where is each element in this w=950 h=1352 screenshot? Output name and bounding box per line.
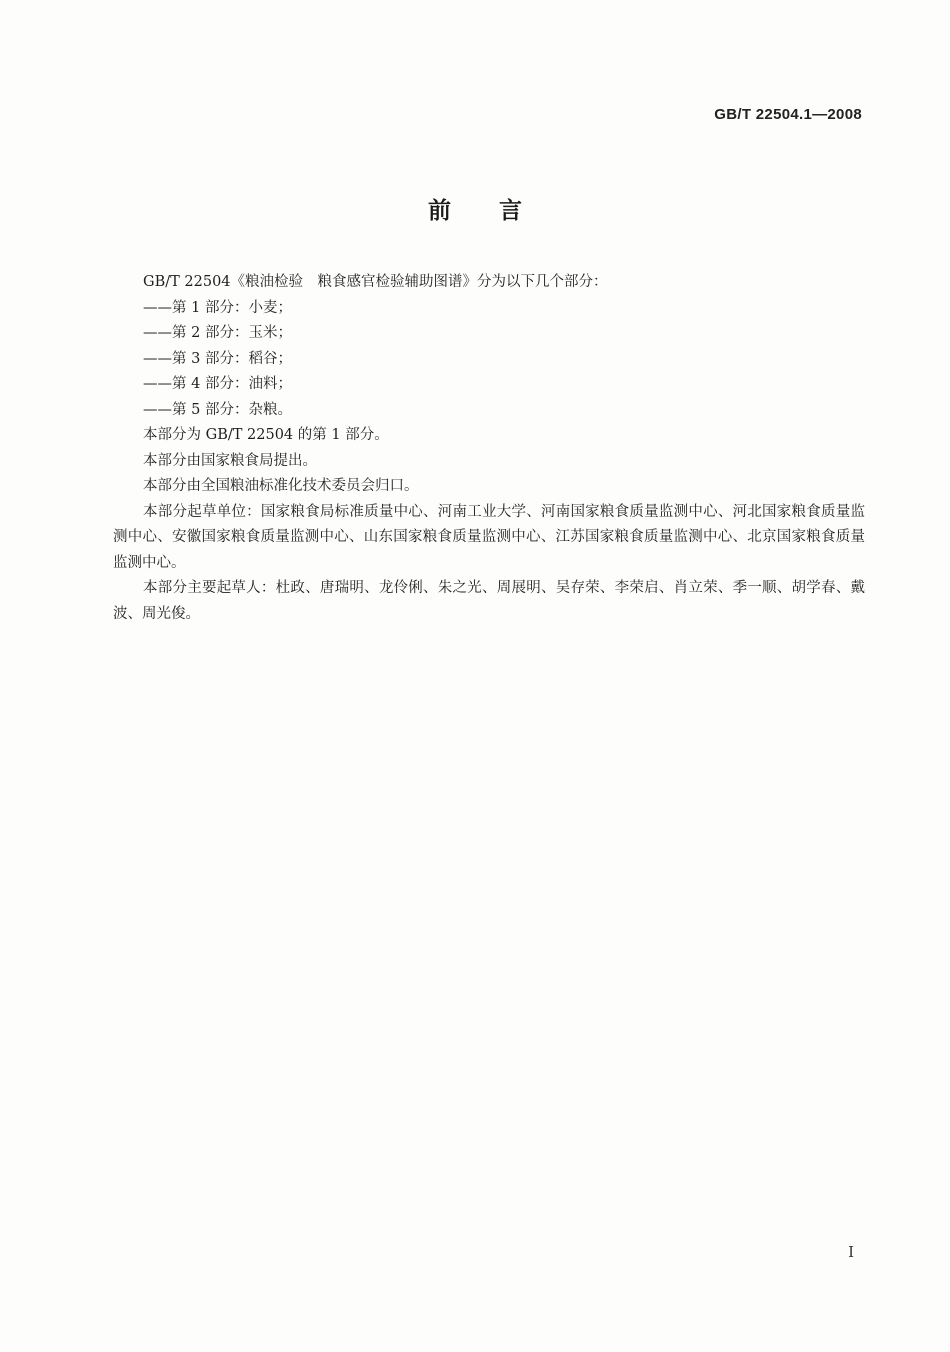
list-item-part-4: ——第 4 部分：油料； bbox=[143, 376, 292, 392]
paragraph-drafting-units: 本部分起草单位：国家粮食局标准质量中心、河南工业大学、河南国家粮食质量监测中心、河北国家粮食质量监测中心、安徽国家粮食质量监测中心、山东国家粮食质量监测中心、江苏国家粮食质量监测中心、北京国家粮食质量监测中心。 bbox=[113, 503, 865, 571]
list-item-part-5: ——第 5 部分：杂粮。 bbox=[143, 401, 292, 418]
list-item-part-1: ——第 1 部分：小麦； bbox=[143, 299, 292, 316]
paragraph-drafters: 本部分主要起草人：杜政、唐瑞明、龙伶俐、朱之光、周展明、吴存荣、李荣启、肖立荣、季一顺、胡学春、戴波、周光俊。 bbox=[113, 580, 865, 622]
page-title: 前言 bbox=[428, 198, 570, 224]
list-item-part-3: ——第 3 部分：稻谷； bbox=[143, 350, 292, 367]
list-item-part-2: ——第 2 部分：玉米； bbox=[143, 325, 292, 341]
page-number: I bbox=[848, 1243, 854, 1261]
paragraph-proposer: 本部分由国家粮食局提出。 bbox=[143, 452, 317, 469]
preface-body bbox=[113, 270, 865, 627]
paragraph-committee: 本部分由全国粮油标准化技术委员会归口。 bbox=[143, 478, 419, 494]
intro-paragraph: GB/T 22504《粮油检验 粮食感官检验辅助图谱》分为以下几个部分： bbox=[143, 274, 608, 290]
standard-code: GB/T 22504.1—2008 bbox=[714, 106, 862, 123]
paragraph-part-statement: 本部分为 GB/T 22504 的第 1 部分。 bbox=[143, 427, 389, 443]
